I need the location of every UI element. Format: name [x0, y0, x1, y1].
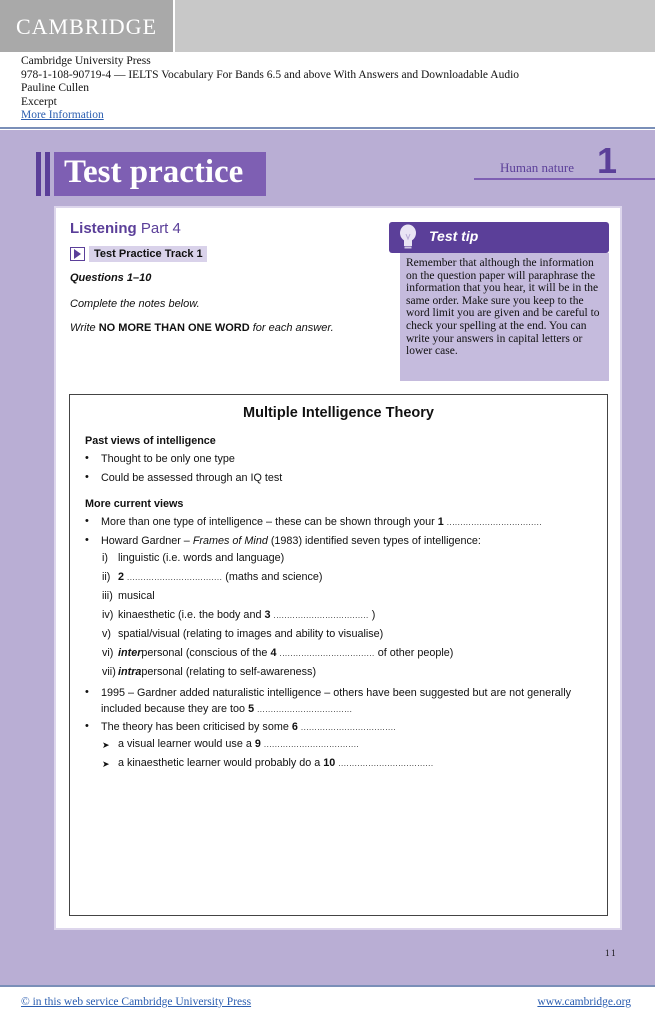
track-label: Test Practice Track 1: [89, 246, 207, 262]
test-practice-title: Test practice: [64, 154, 244, 190]
type-num: iii): [102, 590, 113, 602]
page-number: 11: [605, 948, 618, 958]
type-spatial: spatial/visual (relating to images and ability to visualise): [118, 628, 384, 640]
naturalistic-line-1: 1995 – Gardner added naturalistic intelligence – others have been suggested but are not generally: [101, 687, 571, 699]
past-views-heading: Past views of intelligence: [85, 435, 216, 447]
bullet: •: [85, 471, 89, 483]
instruction-word-limit: Write NO MORE THAN ONE WORD for each answer.: [70, 322, 334, 334]
test-tip-text: Remember that although the information on the question paper will paraphrase the information that you hear, it will be in the same order. Make sure you keep to the word limit you are given and be careful to check your spelling at the end. You can write your answers in capital letters or lower case.: [400, 253, 609, 381]
exercise-card: [54, 206, 622, 930]
visual-learner-line: a visual learner would use a 9 ...................................: [118, 738, 360, 750]
unit-rule: [474, 178, 655, 180]
more-information-link[interactable]: More Information: [21, 109, 104, 122]
questions-heading: Questions 1–10: [70, 272, 152, 284]
logo-block: [0, 0, 173, 52]
type-num: iv): [102, 609, 114, 621]
type-num: vi): [102, 647, 114, 659]
type-kinaesthetic: kinaesthetic (i.e. the body and 3 ................................... ): [118, 609, 376, 621]
cambridge-website-link[interactable]: www.cambridge.org: [537, 996, 631, 1008]
notes-title: Multiple Intelligence Theory: [243, 405, 434, 421]
type-linguistic: linguistic (i.e. words and language): [118, 552, 285, 564]
type-interpersonal: interpersonal (conscious of the 4 ................................... of other people): [118, 647, 454, 659]
bullet: •: [85, 534, 89, 546]
bullet: •: [85, 686, 89, 698]
type-musical: musical: [118, 590, 155, 602]
naturalistic-line-2: included because they are too 5 ...................................: [101, 703, 353, 715]
criticised-line: The theory has been criticised by some 6 ...................................: [101, 721, 397, 733]
current-view-1: More than one type of intelligence – these can be shown through your 1 ...................................: [101, 516, 543, 528]
header-bar: [0, 0, 655, 52]
bullet: •: [85, 720, 89, 732]
book-meta: [21, 55, 519, 123]
book-page: [0, 130, 655, 985]
footer-divider: [0, 985, 655, 987]
publisher: Cambridge University Press: [21, 55, 151, 67]
kinaesthetic-learner-line: a kinaesthetic learner would probably do a 10 ...................................: [118, 757, 434, 769]
section-heading: Listening Part 4: [70, 220, 181, 237]
type-q2: 2 ................................... (maths and science): [118, 571, 323, 583]
instruction-complete: Complete the notes below.: [70, 298, 200, 310]
excerpt-label: Excerpt: [21, 95, 57, 108]
cambridge-logo: CAMBRIDGE: [16, 14, 158, 39]
past-view-2: Could be assessed through an IQ test: [101, 472, 283, 484]
test-tip-title: Test tip: [429, 228, 479, 244]
gardner-line: Howard Gardner – Frames of Mind (1983) identified seven types of intelligence:: [101, 535, 481, 547]
notes-box: [69, 394, 608, 916]
current-views-heading: More current views: [85, 498, 184, 510]
type-num: vii): [102, 666, 116, 678]
arrow-icon: ➤: [102, 740, 110, 750]
type-num: v): [102, 628, 111, 640]
author: Pauline Cullen: [21, 82, 90, 95]
type-intrapersonal: intrapersonal (relating to self-awareness): [118, 666, 317, 678]
header-divider: [0, 127, 655, 129]
unit-label: Human nature: [500, 160, 575, 175]
play-icon[interactable]: [70, 247, 85, 261]
bullet: •: [85, 515, 89, 527]
unit-number: 1: [597, 140, 618, 181]
test-tip-header: [389, 222, 609, 253]
type-num: ii): [102, 571, 111, 583]
copyright-link[interactable]: © in this web service Cambridge University Press: [21, 996, 252, 1008]
bullet: •: [85, 452, 89, 464]
book-title: 978-1-108-90719-4 — IELTS Vocabulary For Bands 6.5 and above With Answers and Downloadable Audio: [21, 68, 520, 81]
arrow-icon: ➤: [102, 759, 110, 769]
past-view-1: Thought to be only one type: [101, 453, 235, 465]
lightbulb-icon: [399, 224, 417, 251]
type-num: i): [102, 552, 108, 564]
